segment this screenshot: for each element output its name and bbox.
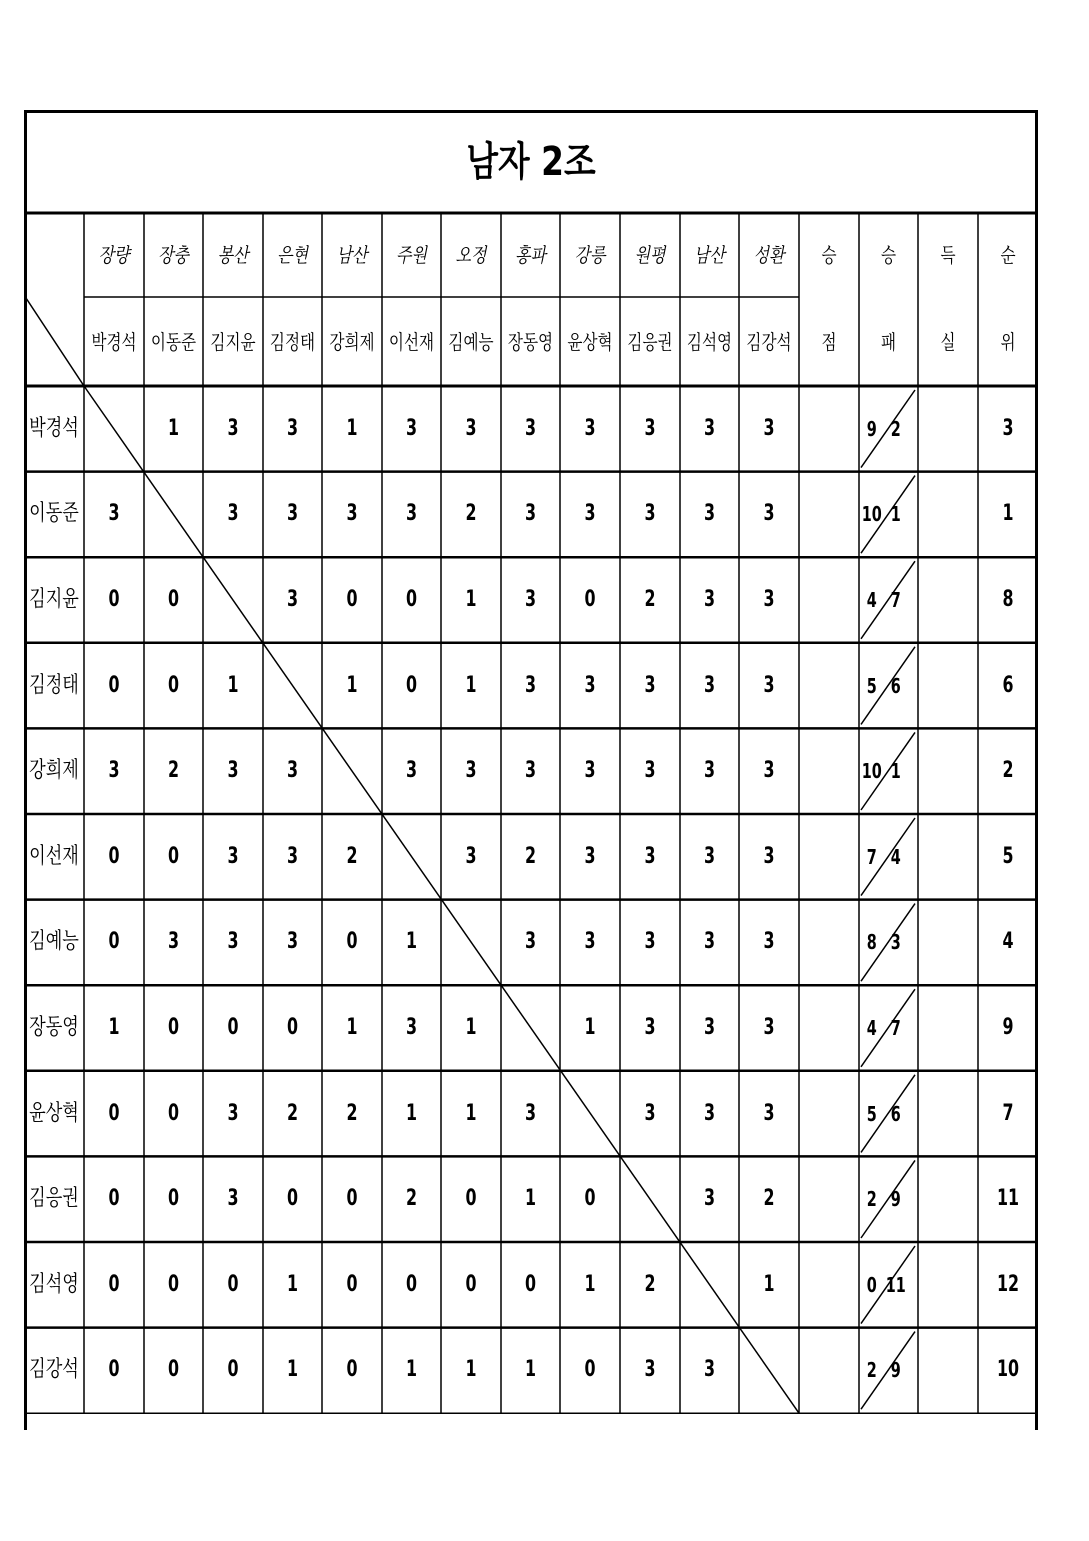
losses-value: 3	[890, 930, 901, 955]
header-club-name: 성환	[753, 243, 785, 267]
rank-value: 10	[996, 1357, 1020, 1383]
header-club-name: 봉산	[217, 243, 249, 267]
header-club-name: 홍파	[515, 243, 546, 267]
match-score: 3	[346, 501, 358, 527]
losses-value: 1	[890, 502, 901, 527]
wins-value: 5	[866, 673, 877, 698]
stat-header-top: 승	[821, 243, 837, 267]
match-score: 0	[346, 1271, 358, 1297]
match-score: 3	[286, 586, 299, 612]
match-score: 3	[286, 758, 299, 784]
match-score: 3	[763, 415, 775, 441]
header-player-name: 강희제	[329, 329, 375, 354]
match-score: 3	[703, 415, 716, 441]
match-score: 1	[465, 672, 477, 698]
row-player-name: 강희제	[29, 758, 79, 784]
stat-header-top: 승	[880, 243, 897, 267]
losses-value: 4	[890, 844, 901, 869]
match-score: 0	[167, 843, 180, 869]
losses-value: 6	[890, 673, 901, 698]
wins-value: 0	[866, 1272, 877, 1297]
match-score: 3	[703, 501, 716, 527]
match-score: 0	[227, 1357, 239, 1383]
match-score: 0	[227, 1014, 239, 1040]
row-player-name: 김예능	[29, 929, 79, 955]
match-score: 0	[227, 1271, 239, 1297]
row-player-name: 김정태	[29, 672, 79, 698]
wins-value: 7	[866, 844, 877, 869]
match-score: 2	[644, 586, 656, 612]
rank-value: 3	[1002, 415, 1014, 441]
row-player-name: 이동준	[29, 501, 79, 527]
match-score: 3	[524, 672, 537, 698]
losses-value: 11	[885, 1272, 906, 1297]
match-score: 3	[644, 415, 656, 441]
match-score: 3	[227, 1100, 239, 1126]
header-club-name: 은현	[277, 243, 308, 267]
corner-diagonal	[24, 295, 84, 386]
match-score: 1	[286, 1271, 299, 1297]
losses-value: 9	[890, 1358, 901, 1383]
match-score: 1	[465, 1357, 477, 1383]
match-score: 0	[346, 1357, 358, 1383]
stat-header-bottom: 위	[1000, 329, 1016, 354]
match-score: 1	[584, 1271, 596, 1297]
match-score: 3	[703, 1014, 716, 1040]
match-score: 0	[584, 1357, 596, 1383]
match-score: 0	[405, 672, 418, 698]
match-score: 0	[108, 1186, 120, 1212]
match-score: 3	[405, 758, 418, 784]
match-score: 3	[227, 929, 239, 955]
match-score: 0	[108, 672, 120, 698]
match-score: 1	[584, 1014, 596, 1040]
match-score: 3	[584, 843, 596, 869]
match-score: 3	[763, 929, 775, 955]
match-score: 3	[763, 843, 775, 869]
match-score: 3	[703, 1186, 716, 1212]
row-player-name: 장동영	[29, 1014, 79, 1040]
header-player-name: 장동영	[507, 329, 554, 354]
match-score: 2	[167, 758, 180, 784]
match-score: 3	[584, 672, 596, 698]
match-score: 0	[108, 929, 120, 955]
header-player-name: 김정태	[269, 329, 316, 354]
match-score: 3	[703, 758, 716, 784]
match-score: 0	[286, 1014, 299, 1040]
match-score: 3	[703, 929, 716, 955]
header-player-name: 김예능	[448, 329, 494, 354]
match-score: 3	[584, 501, 596, 527]
match-score: 3	[644, 843, 656, 869]
row-player-name: 김강석	[29, 1357, 79, 1383]
rank-value: 8	[1002, 586, 1014, 612]
row-player-name: 윤상혁	[29, 1100, 79, 1126]
match-score: 1	[524, 1186, 537, 1212]
header-club-name: 강릉	[574, 243, 606, 267]
losses-value: 9	[890, 1187, 901, 1212]
wins-value: 2	[866, 1187, 877, 1212]
match-score: 3	[524, 415, 537, 441]
losses-value: 1	[890, 759, 901, 784]
match-score: 3	[465, 415, 477, 441]
match-score: 3	[465, 843, 477, 869]
wins-value: 4	[866, 587, 877, 612]
match-score: 0	[167, 586, 180, 612]
losses-value: 2	[890, 416, 901, 441]
page-title: 남자 2조	[466, 138, 596, 185]
header-club-name: 장량	[98, 243, 130, 267]
wins-value: 10	[861, 759, 882, 784]
losses-value: 6	[890, 1101, 901, 1126]
match-score: 1	[524, 1357, 537, 1383]
match-score: 3	[763, 758, 775, 784]
match-score: 3	[286, 501, 299, 527]
rank-value: 1	[1002, 501, 1014, 527]
match-score: 3	[644, 758, 656, 784]
rank-value: 5	[1002, 843, 1014, 869]
match-score: 1	[286, 1357, 299, 1383]
match-score: 3	[524, 929, 537, 955]
match-score: 1	[763, 1271, 775, 1297]
match-score: 3	[524, 758, 537, 784]
row-player-name: 이선재	[29, 843, 79, 869]
match-score: 3	[644, 929, 656, 955]
match-score: 2	[346, 843, 358, 869]
header-club-name: 장충	[158, 243, 189, 267]
standings-sheet	[24, 110, 1038, 1430]
match-score: 2	[644, 1271, 656, 1297]
match-score: 0	[167, 1357, 180, 1383]
match-score: 0	[465, 1271, 477, 1297]
match-score: 3	[584, 415, 596, 441]
header-club-name: 주원	[396, 243, 427, 267]
match-score: 3	[227, 1186, 239, 1212]
match-score: 3	[703, 843, 716, 869]
match-score: 3	[227, 843, 239, 869]
match-score: 3	[644, 1014, 656, 1040]
match-score: 3	[763, 1014, 775, 1040]
row-player-name: 김지윤	[29, 586, 79, 612]
rank-value: 12	[996, 1271, 1020, 1297]
match-score: 3	[108, 501, 120, 527]
stat-header-bottom: 패	[880, 329, 897, 354]
wins-value: 9	[866, 416, 877, 441]
match-score: 0	[346, 929, 358, 955]
wins-value: 5	[866, 1101, 877, 1126]
match-score: 3	[763, 501, 775, 527]
match-score: 1	[108, 1014, 120, 1040]
rank-value: 4	[1002, 929, 1014, 955]
match-score: 3	[405, 415, 418, 441]
match-score: 3	[763, 586, 775, 612]
match-score: 2	[465, 501, 477, 527]
stat-header-top: 득	[940, 243, 956, 267]
match-score: 1	[346, 1014, 358, 1040]
match-score: 0	[346, 1186, 358, 1212]
match-score: 0	[167, 672, 180, 698]
header-club-name: 원평	[634, 243, 666, 267]
row-player-name: 김석영	[29, 1271, 79, 1297]
match-score: 1	[405, 1357, 418, 1383]
stat-header-bottom: 점	[821, 329, 837, 354]
rank-value: 11	[996, 1186, 1020, 1212]
header-player-name: 김응권	[627, 329, 673, 354]
match-score: 1	[405, 1100, 418, 1126]
match-score: 0	[108, 586, 120, 612]
match-score: 0	[167, 1271, 180, 1297]
match-score: 3	[465, 758, 477, 784]
header-club-name: 남산	[694, 243, 725, 267]
match-score: 1	[346, 672, 358, 698]
match-score: 0	[524, 1271, 537, 1297]
rank-value: 6	[1002, 672, 1014, 698]
match-score: 3	[763, 672, 775, 698]
match-score: 3	[405, 501, 418, 527]
rank-value: 2	[1002, 758, 1014, 784]
match-score: 3	[644, 1100, 656, 1126]
match-score: 0	[167, 1100, 180, 1126]
match-score: 3	[227, 415, 239, 441]
header-player-name: 이선재	[388, 329, 435, 354]
stat-header-bottom: 실	[940, 329, 956, 354]
row-player-name: 김응권	[29, 1186, 79, 1212]
header-player-name: 박경석	[91, 329, 137, 354]
match-score: 0	[108, 843, 120, 869]
match-score: 3	[227, 501, 239, 527]
match-score: 3	[227, 758, 239, 784]
wins-value: 10	[861, 502, 882, 527]
match-score: 2	[524, 843, 537, 869]
wins-value: 8	[866, 930, 877, 955]
match-score: 1	[465, 1014, 477, 1040]
header-player-name: 김강석	[746, 329, 792, 354]
header-player-name: 이동준	[150, 329, 197, 354]
match-score: 3	[584, 758, 596, 784]
match-score: 2	[286, 1100, 299, 1126]
match-score: 1	[227, 672, 239, 698]
match-score: 1	[465, 1100, 477, 1126]
header-club-name: 남산	[336, 243, 368, 267]
wins-value: 2	[866, 1358, 877, 1383]
match-score: 3	[108, 758, 120, 784]
match-score: 3	[644, 672, 656, 698]
header-player-name: 윤상혁	[567, 329, 613, 354]
match-score: 0	[584, 1186, 596, 1212]
match-score: 0	[167, 1186, 180, 1212]
rank-value: 7	[1002, 1100, 1014, 1126]
match-score: 0	[286, 1186, 299, 1212]
stat-header-top: 순	[1000, 243, 1016, 267]
match-score: 2	[763, 1186, 775, 1212]
match-score: 3	[584, 929, 596, 955]
match-score: 0	[108, 1100, 120, 1126]
match-score: 1	[346, 415, 358, 441]
header-club-name: 오정	[455, 243, 487, 267]
match-score: 3	[286, 415, 299, 441]
match-score: 2	[346, 1100, 358, 1126]
match-score: 0	[346, 586, 358, 612]
header-player-name: 김지윤	[210, 329, 256, 354]
row-player-name: 박경석	[29, 415, 79, 441]
match-score: 3	[763, 1100, 775, 1126]
match-score: 3	[703, 586, 716, 612]
match-score: 0	[584, 586, 596, 612]
match-score: 0	[167, 1014, 180, 1040]
match-score: 3	[644, 1357, 656, 1383]
match-score: 3	[524, 501, 537, 527]
match-score: 3	[703, 1100, 716, 1126]
match-score: 3	[405, 1014, 418, 1040]
match-score: 1	[465, 586, 477, 612]
match-score: 0	[108, 1357, 120, 1383]
match-score: 2	[405, 1186, 418, 1212]
match-score: 3	[524, 586, 537, 612]
match-score: 1	[167, 415, 180, 441]
match-score: 3	[286, 843, 299, 869]
match-score: 3	[644, 501, 656, 527]
match-score: 3	[167, 929, 180, 955]
match-score: 0	[405, 586, 418, 612]
header-player-name: 김석영	[686, 329, 733, 354]
losses-value: 7	[890, 587, 901, 612]
match-score: 0	[108, 1271, 120, 1297]
match-score: 1	[405, 929, 418, 955]
match-score: 3	[703, 672, 716, 698]
match-score: 3	[286, 929, 299, 955]
match-score: 0	[465, 1186, 477, 1212]
match-score: 0	[405, 1271, 418, 1297]
match-score: 3	[524, 1100, 537, 1126]
losses-value: 7	[890, 1015, 901, 1040]
rank-value: 9	[1002, 1014, 1014, 1040]
wins-value: 4	[866, 1015, 877, 1040]
match-score: 3	[703, 1357, 716, 1383]
